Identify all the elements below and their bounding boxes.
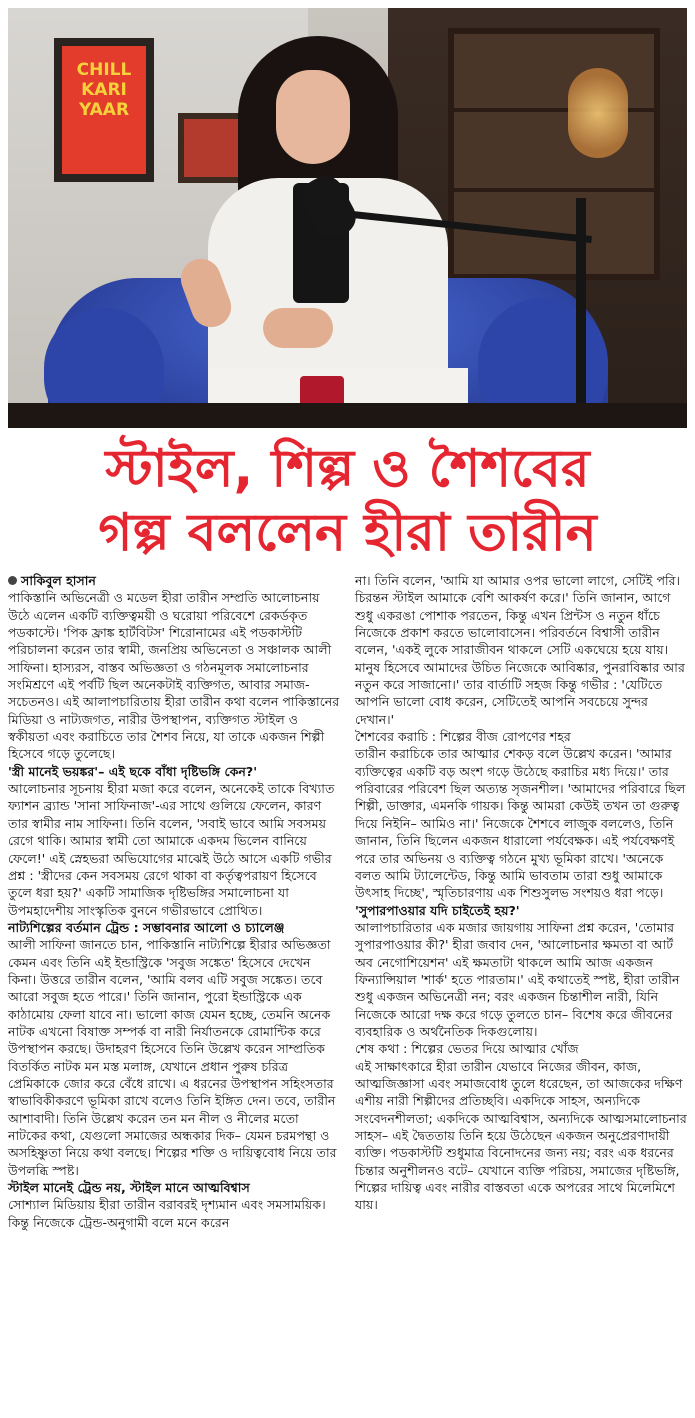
paragraph: তারীন করাচিকে তার আত্মার শেকড় বলে উল্লেখ করেন। 'আমার ব্যক্তিত্বের একটি বড় অংশ গড়ে উঠেছে করাচির মধ্য দিয়ে।' তার পরিবারের পরিবেশ ছিল অত্যন্ত সৃজনশীল। 'আমাদের পরিবারে ছিল শিল্পী, ডাক্তার, এমনকি গায়ক। কিন্তু আমরা কেউই তখন তা গুরুত্ব দিয়ে নিইনি– আমিও না।' নিজেকে শৈশবে লাজুক বললেও, তিনি জানান, তিনি ছিলেন একজন ধারালো পর্যবেক্ষক। এই পর্যবেক্ষণই পরে তার অভিনয় ও ব্যক্তিত্ব গঠনে মুখ্য ভূমিকা রাখে। 'অনেকে বলত আমি ট্যালেন্টেড, কিন্তু আমি ভাবতাম তারা শুধু আমাকে উৎসাহ দিচ্ছে', স্মৃতিচারণায় এক শিশুসুলভ সংশয়ও ধরা পড়ে।: [355, 746, 686, 901]
photo-bookshelf: [448, 28, 660, 280]
article-photo: [8, 8, 687, 428]
bullet-icon: [8, 576, 17, 585]
paragraph: পাকিস্তানি অভিনেত্রী ও মডেল হীরা তারীন সম্প্রতি আলোচনায় উঠে এলেন একটি ব্যক্তিত্বময়ী ও ঘরোয়া পরিবেশে রেকর্ডকৃত পডকাস্টে। 'পিক ফ্রাঙ্ক হার্টবিটস' শিরোনামের এই পডকাস্টটি পরিচালনা করেন তার স্বামী, জনপ্রিয় অভিনেতা ও সঞ্চালক আলী সাফিনা। হাস্যরস, বাস্তব অভিজ্ঞতা ও গঠনমূলক সমালোচনার সংমিশ্রণে এই পর্বটি ছিল অনেকটাই ব্যক্তিগত, আবার সমাজ-সচেতনও। এই আলাপচারিতায় হীরা তারীন কথা বলেন পাকিস্তানের মিডিয়া ও নাট্যজগত, নারীর উপস্থাপন, ব্যক্তিগত স্টাইল ও স্বকীয়তা এবং করাচিতে তার শৈশব নিয়ে, যা তাকে একজন শিল্পী হিসেবে গড়ে তুলেছে।: [8, 590, 340, 762]
section-heading: শেষ কথা : শিল্পের ভেতর দিয়ে আত্মার খোঁজ: [355, 1041, 579, 1057]
photo-person-face: [276, 70, 350, 164]
subheading: 'সুপারপাওয়ার যদি চাইতেই হয়?': [355, 902, 520, 918]
subheading: 'স্ত্রী মানেই ভয়ঙ্কর'– এই ছকে বাঁধা দৃষ্টিভঙ্গি কেন?': [8, 763, 258, 779]
byline: [8, 572, 340, 589]
article-column-right: [355, 572, 687, 1214]
byline-text: সাকিবুল হাসান: [21, 573, 96, 588]
photo-mic-stand: [576, 198, 586, 428]
subheading: স্টাইল মানেই ট্রেন্ড নয়, স্টাইল মানে আত্মবিশ্বাস: [8, 1180, 250, 1196]
paragraph: এই সাক্ষাৎকারে হীরা তারীন যেভাবে নিজের জীবন, কাজ, আত্মজিজ্ঞাসা এবং সমাজবোধ তুলে ধরেছেন, তা আজকের দক্ষিণ এশীয় নারী শিল্পীদের প্রতিচ্ছবি। একদিকে সাহস, অন্যদিকে সংবেদনশীলতা; একদিকে আত্মবিশ্বাস, অন্যদিকে আত্মসমালোচনার সাহস– এই দ্বৈততায় তিনি হয়ে উঠেছেন একজন অনুপ্রেরণাদায়ী ব্যক্তি। পডকাস্টটি শুধুমাত্র বিনোদনের জন্য নয়; বরং এক ধরনের চিন্তার অনুশীলনও বটে– যেখানে ব্যক্তি পরিচয়, সমাজের দৃষ্টিভঙ্গি, শিল্পের দায়িত্ব এবং নারীর বাস্তবতা একে অপরের সাথে মিলেমিশে যায়।: [355, 1058, 687, 1213]
paragraph: আলী সাফিনা জানতে চান, পাকিস্তানি নাট্যশিল্পে হীরার অভিজ্ঞতা কেমন এবং তিনি এই ইন্ডাস্ট্রিকে 'সবুজ সঙ্কেত' হিসেবে দেখেন কিনা। উত্তরে তারীন বলেন, 'আমি বলব এটি সবুজ সঙ্কেত। তবে আরো সবুজ হতে পারে।' তিনি জানান, পুরো ইন্ডাস্ট্রিকে এক কাঠামোয় ফেলা যাবে না। ভালো কাজ যেমন হচ্ছে, তেমনি অনেক নাটক এখনো বিষাক্ত সম্পর্ক বা নারী নির্যাতনকে রোমান্টিক করে উপস্থাপন করছে। উদাহরণ হিসেবে তিনি উল্লেখ করেন সাম্প্রতিক বিতর্কিত নাটক মন মস্ত মলাঙ্গ, যেখানে প্রধান পুরুষ চরিত্র প্রেমিকাকে জোর করে বেঁধে রাখে। এ ধরনের উপস্থাপন সহিংসতার স্বাভাবিকীকরণে ভূমিকা রাখে বলেও তিনি ইঙ্গিত দেন। তবে, তারীন আশাবাদী। তিনি উল্লেখ করেন তন মন নীল ও নীলের মতো নাটকের কথা, যেগুলো সমাজের অন্ধকার দিক– যেমন চরমপন্থা ও অসহিষ্ণুতা নিয়ে কথা বলছে। শিল্পের শক্তি ও দায়িত্ববোধ নিয়ে তার উপলব্ধি স্পষ্ট।: [8, 937, 337, 1178]
subheading: নাট্যশিল্পের বর্তমান ট্রেন্ড : সম্ভাবনার আলো ও চ্যালেঞ্জ: [8, 919, 285, 935]
paragraph: আলোচনার সূচনায় হীরা মজা করে বলেন, অনেকেই তাকে বিখ্যাত ফ্যাশন ব্র্যান্ড 'সানা সাফিনাজ'-এর সাথে গুলিয়ে ফেলেন, কারণ তার স্বামীর নাম সাফিনা। তিনি বলেন, 'সবাই ভাবে আমি সবসময় রেগে থাকি। আমার স্বামী তো আমাকে একদম ভিলেন বানিয়ে ফেলে!' এই স্নেহভরা অভিযোগের মাঝেই উঠে আসে একটি গভীর প্রশ্ন : 'স্ত্রীদের কেন সবসময় রেগে থাকা বা কর্তৃত্বপরায়ণ হিসেবে তুলে ধরা হয়?' একটি সামাজিক দৃষ্টিভঙ্গির সমালোচনা যা উপমহাদেশীয় সাংস্কৃতিক বুননে গভীরভাবে প্রোথিত।: [8, 781, 335, 918]
article-column-left: [8, 572, 340, 1231]
photo-shelf-row: [454, 188, 654, 192]
headline-line-2: গল্প বললেন হীরা তারীন: [98, 503, 597, 563]
paragraph: আলাপচারিতার এক মজার জায়গায় সাফিনা প্রশ্ন করেন, 'তোমার সুপারপাওয়ার কী?' হীরা জবাব দেন, 'আলোচনার ক্ষমতা বা আর্ট অব নেগোশিয়েশন' এই ক্ষমতাটা থাকলে আমি আজ একজন ফিন্যান্সিয়াল 'শার্ক' হতে পারতাম।' এই কথাতেই স্পষ্ট, হীরা তারীন শুধু একজন অভিনেত্রী নন; বরং একজন চিন্তাশীল নারী, যিনি নিজেকে আরো দক্ষ করে গড়ে তুলতে চান– বিশেষ করে জীবনের ব্যবহারিক ও অর্থনৈতিক দিকগুলোয়।: [355, 919, 680, 1039]
headline-line-1: স্টাইল, শিল্প ও শৈশবের: [105, 439, 590, 499]
paragraph: সোশ্যাল মিডিয়ায় হীরা তারীন বরাবরই দৃশ্যমান এবং সমসাময়িক। কিন্তু নিজেকে ট্রেন্ড-অনুগামী বলে মনে করেন: [8, 1197, 326, 1230]
photo-floor: [8, 403, 687, 428]
poster-text: CHILL KARI YAAR: [76, 60, 132, 120]
section-heading: শৈশবের করাচি : শিল্পের বীজ রোপণের শহর: [355, 729, 571, 745]
photo-lamp: [568, 68, 628, 158]
photo-person-hand: [263, 308, 333, 348]
paragraph: না। তিনি বলেন, 'আমি যা আমার ওপর ভালো লাগে, সেটিই পরি। চিরন্তন স্টাইল আমাকে বেশি আকর্ষণ করে।' তিনি জানান, আগে শুধু একরঙা পোশাক পরতেন, কিন্তু এখন প্রিন্টস ও নতুন ধাঁচে নিজেকে প্রকাশ করতে ভালোবাসেন। পরিবর্তনে বিশ্বাসী তারীন বলেন, 'একই লুকে সারাজীবন থাকলে সেটি একঘেয়ে হয়ে যায়। মানুষ হিসেবে আমাদের উচিত নিজেকে আবিষ্কার, পুনরাবিষ্কার আর নতুন করে সাজানো।' তার বার্তাটি সহজ কিন্তু গভীর : 'যেটিতে আপনি ভালো বোধ করেন, সেটিতেই আপনি সবচেয়ে সুন্দর দেখান।': [355, 573, 685, 727]
